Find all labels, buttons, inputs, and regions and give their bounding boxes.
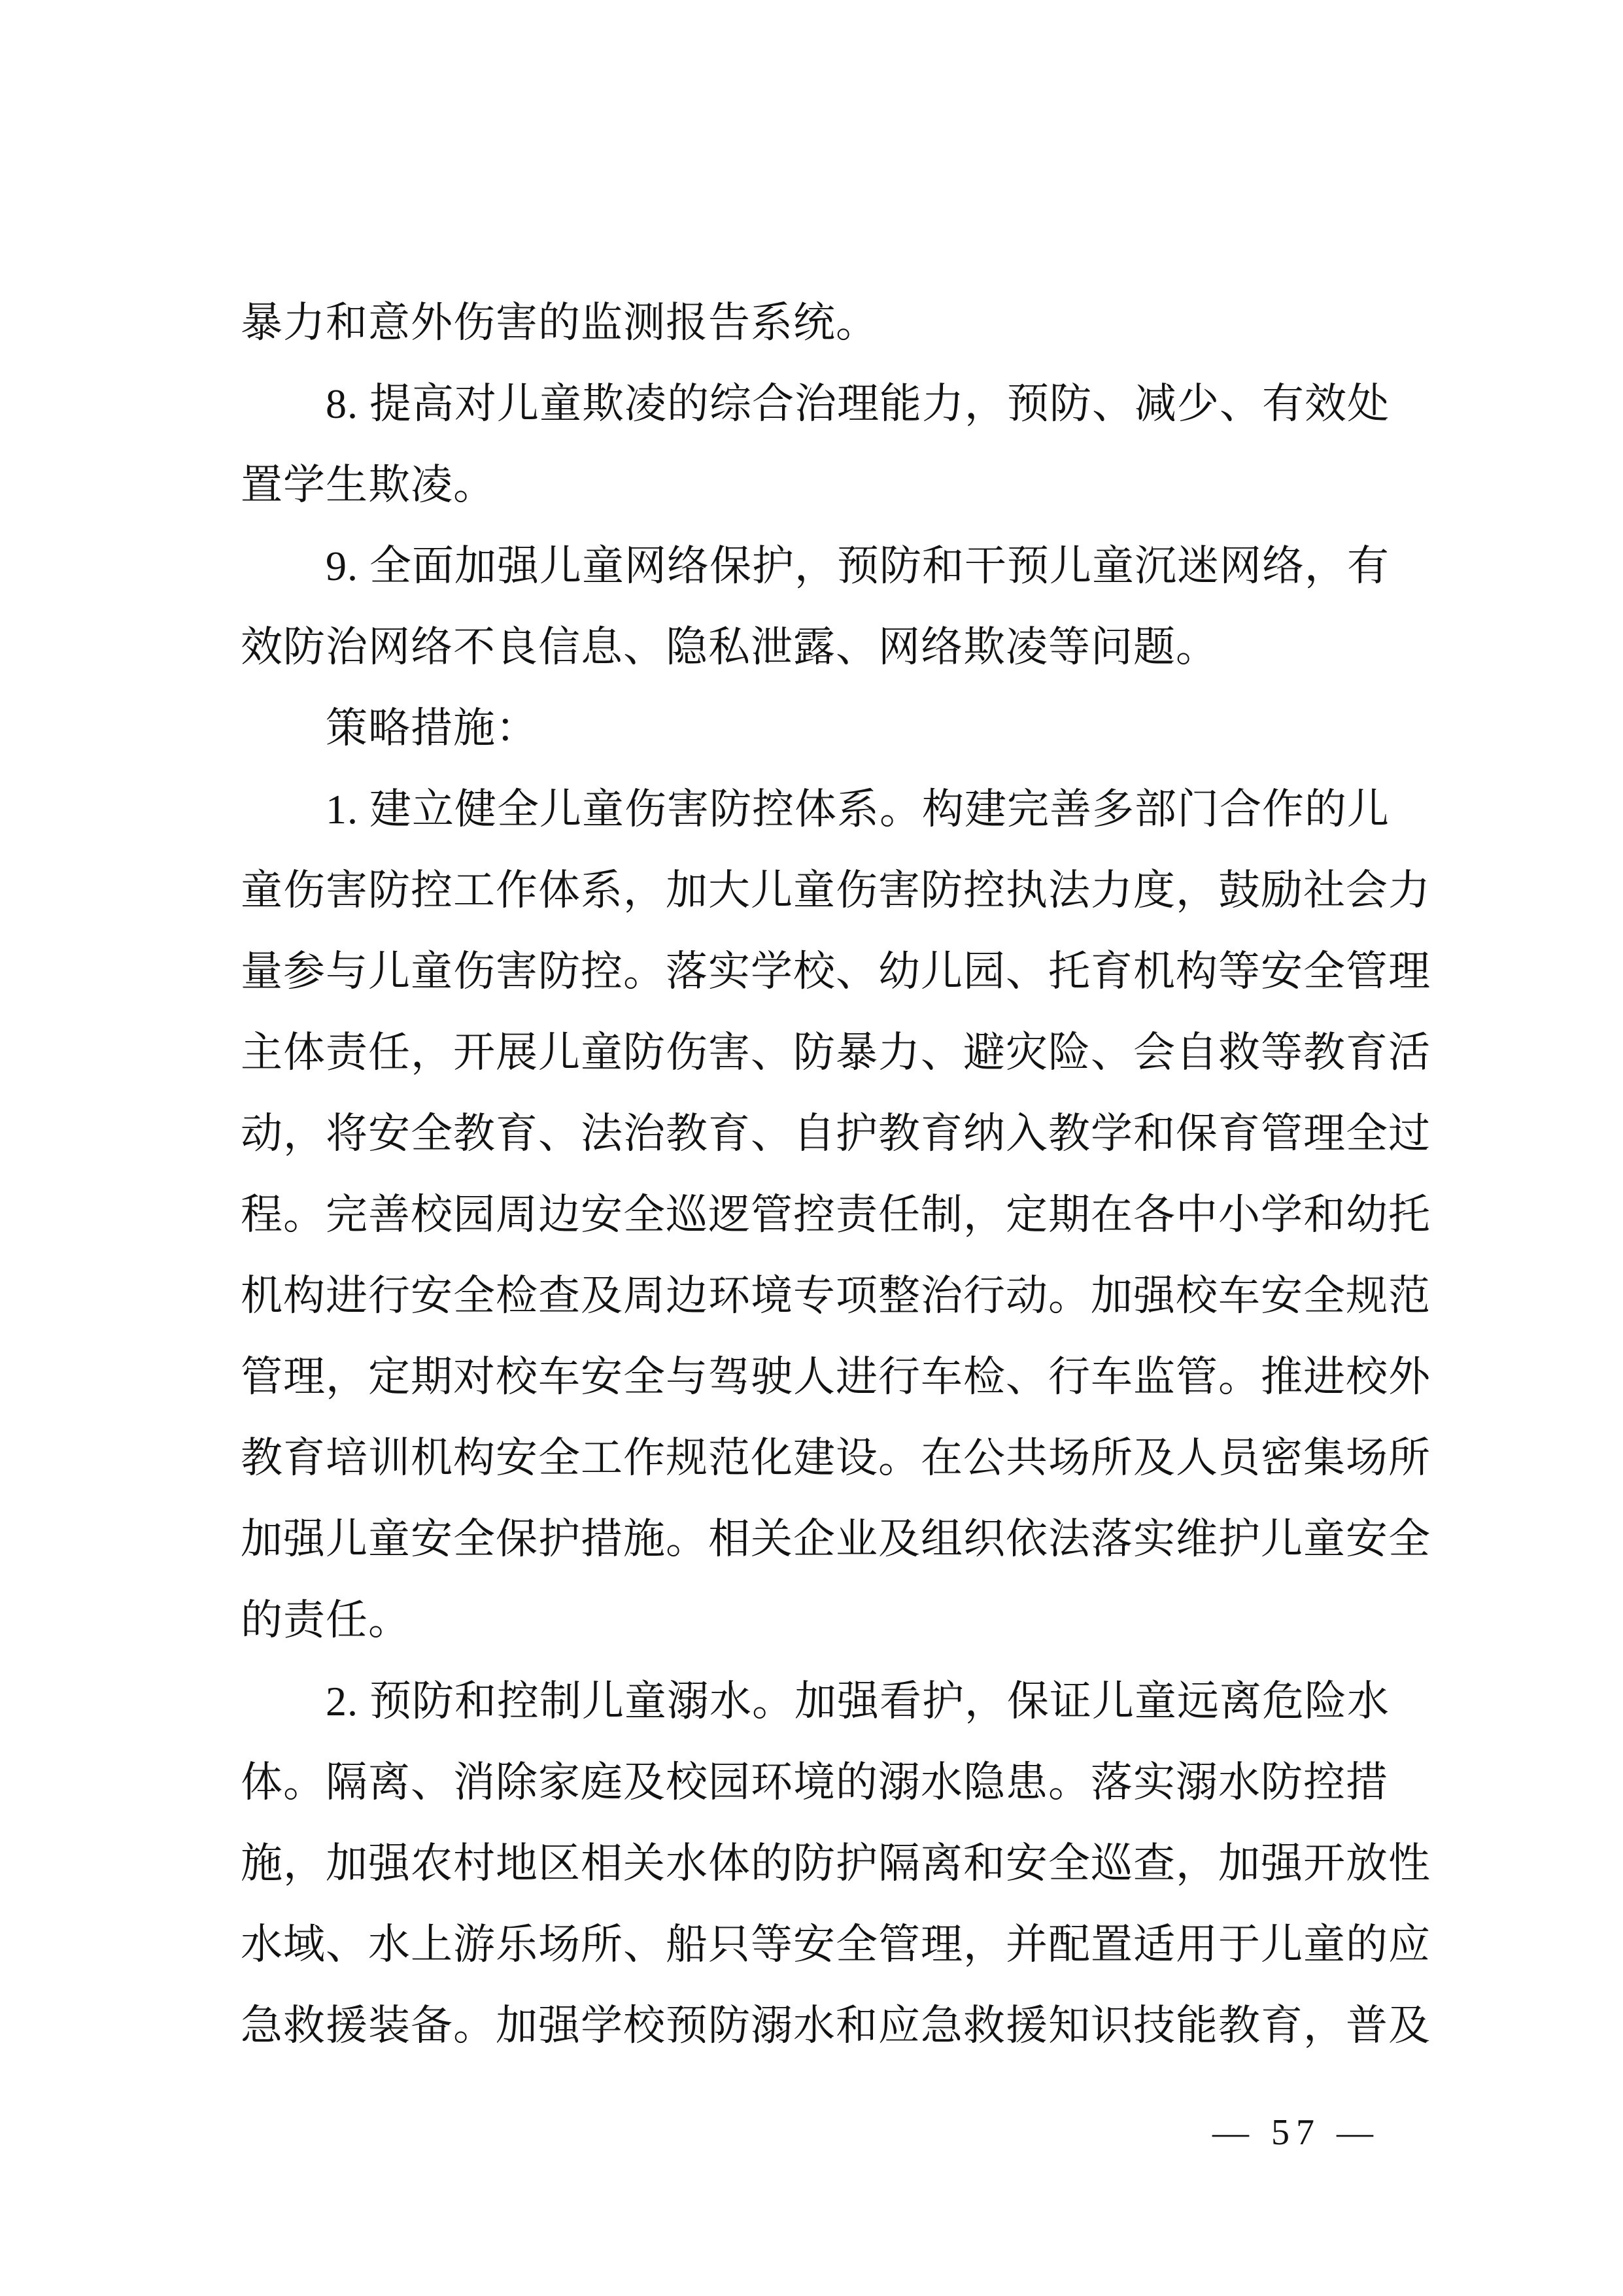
body-text bbox=[241, 283, 1434, 2066]
text-line: 程。完善校园周边安全巡逻管控责任制，定期在各中小学和幼托 bbox=[241, 1191, 1431, 1238]
text-line: 8. 提高对儿童欺凌的综合治理能力，预防、减少、有效处 bbox=[326, 381, 1390, 427]
text-line: 主体责任，开展儿童防伤害、防暴力、避灾险、会自救等教育活 bbox=[241, 1029, 1431, 1076]
text-line: 动，将安全教育、法治教育、自护教育纳入教学和保育管理全过 bbox=[241, 1110, 1431, 1157]
text-line: 急救援装备。加强学校预防溺水和应急救援知识技能教育，普及 bbox=[241, 2002, 1431, 2049]
text-line: 策略措施： bbox=[326, 705, 538, 751]
text-line: 2. 预防和控制儿童溺水。加强看护，保证儿童远离危险水 bbox=[326, 1678, 1390, 1724]
text-line: 9. 全面加强儿童网络保护，预防和干预儿童沉迷网络，有 bbox=[326, 543, 1390, 589]
text-line: 置学生欺凌。 bbox=[241, 462, 496, 508]
text-line: 施，加强农村地区相关水体的防护隔离和安全巡查，加强开放性 bbox=[241, 1840, 1431, 1887]
text-line: 机构进行安全检查及周边环境专项整治行动。加强校车安全规范 bbox=[241, 1273, 1431, 1319]
text-line: 体。隔离、消除家庭及校园环境的溺水隐患。落实溺水防控措 bbox=[241, 1759, 1388, 1806]
text-line: 水域、水上游乐场所、船只等安全管理，并配置适用于儿童的应 bbox=[241, 1921, 1431, 1968]
text-line: 加强儿童安全保护措施。相关企业及组织依法落实维护儿童安全 bbox=[241, 1516, 1431, 1562]
text-line: 量参与儿童伤害防控。落实学校、幼儿园、托育机构等安全管理 bbox=[241, 948, 1431, 995]
text-line: 的责任。 bbox=[241, 1597, 411, 1643]
text-line: 1. 建立健全儿童伤害防控体系。构建完善多部门合作的儿 bbox=[326, 786, 1390, 832]
text-line: 教育培训机构安全工作规范化建设。在公共场所及人员密集场所 bbox=[241, 1435, 1431, 1481]
text-line: 管理，定期对校车安全与驾驶人进行车检、行车监管。推进校外 bbox=[241, 1354, 1431, 1400]
page-number: — 57 — bbox=[1212, 2112, 1380, 2153]
text-line: 童伤害防控工作体系，加大儿童伤害防控执法力度，鼓励社会力 bbox=[241, 867, 1431, 914]
text-line: 暴力和意外伤害的监测报告系统。 bbox=[241, 300, 878, 346]
text-line: 效防治网络不良信息、隐私泄露、网络欺凌等问题。 bbox=[241, 624, 1218, 670]
